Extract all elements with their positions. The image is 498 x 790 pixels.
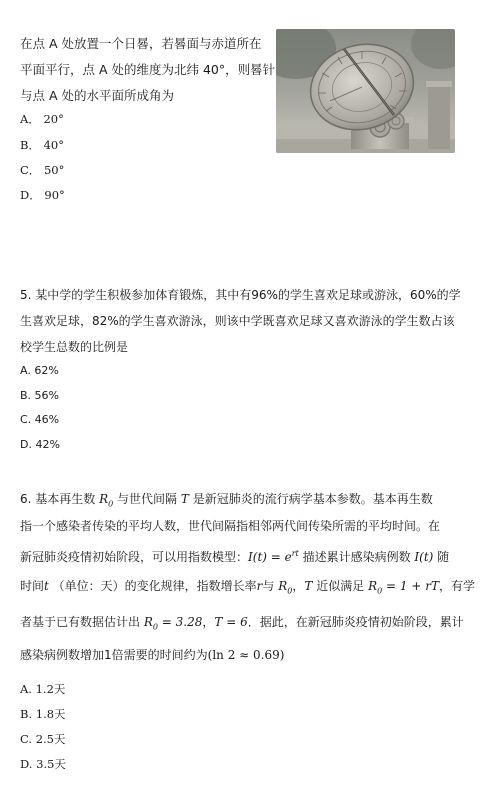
q6-option-b[interactable]: B. 1.8天 — [20, 707, 66, 721]
q4-option-a[interactable]: A． 20° — [20, 112, 64, 126]
q4-line-3: 与点 A 处的水平面所成角为 — [20, 88, 174, 103]
q6-line-2: 指一个感染者传染的平均人数，世代间隔指相邻两代间传染所需的平均时间。在 — [20, 519, 441, 533]
q5-option-a[interactable]: A. 62% — [20, 364, 59, 377]
q4-option-d[interactable]: D． 90° — [20, 188, 65, 202]
math-r0-value: $R_0 = 3.28$ — [143, 615, 203, 632]
q6-line-5: 者基于已有数据估计出 $R_0 = 3.28$，T = 6．据此，在新冠肺炎疫情初始阶段，累计 — [20, 615, 464, 632]
q4-option-b[interactable]: B． 40° — [20, 138, 64, 152]
q6-option-c[interactable]: C. 2.5天 — [20, 732, 66, 746]
q5-line-1: 5. 某中学的学生积极参加体育锻炼，其中有96%的学生喜欢足球或游泳，60%的学 — [20, 288, 461, 302]
math-r0: $R_0$ — [99, 492, 114, 509]
math-relation: $R_0 = 1$ + rT — [368, 579, 439, 596]
math-T-2: T — [304, 579, 313, 593]
q5-option-b[interactable]: B. 56% — [20, 389, 59, 402]
math-T-value: T = 6 — [214, 615, 248, 629]
q4-line-2: 平面平行，点 A 处的维度为北纬 40°，则晷针 — [20, 62, 276, 77]
math-formula-model: $I(t) = e^{rt}$ — [248, 549, 299, 564]
math-it: I(t) — [414, 550, 434, 564]
q5-line-3: 校学生总数的比例是 — [20, 340, 129, 354]
math-ln2: (ln 2 ≈ 0.69) — [207, 648, 285, 662]
math-t-var: t — [44, 579, 49, 593]
q4-option-c[interactable]: C． 50° — [20, 163, 65, 177]
math-t: T — [180, 492, 189, 506]
q6-line-1: 6. 基本再生数 $R_0$ 与世代间隔 T 是新冠肺炎的流行病学基本参数。基本再生数 — [20, 492, 433, 509]
q5-option-d[interactable]: D. 42% — [20, 438, 60, 451]
q6-option-d[interactable]: D. 3.5天 — [20, 757, 66, 771]
math-r: r — [256, 579, 263, 593]
q5-line-2: 生喜欢足球，82%的学生喜欢游泳，则该中学既喜欢足球又喜欢游泳的学生数占该 — [20, 314, 455, 328]
q4-line-1: 在点 A 处放置一个日晷，若晷面与赤道所在 — [20, 36, 262, 51]
q6-line-6: 感染病例数增加1倍需要的时间约为(ln 2 ≈ 0.69) — [20, 648, 285, 662]
q5-option-c[interactable]: C. 46% — [20, 413, 60, 426]
q6-line-3: 新冠肺炎疫情初始阶段，可以用指数模型：$I(t) = e^{rt}$ 描述累计感染病例数 I(t) 随 — [20, 549, 450, 564]
sundial-photo — [276, 29, 455, 153]
q6-option-a[interactable]: A. 1.2天 — [20, 682, 66, 696]
q6-line-4: 时间t （单位：天）的变化规律，指数增长率r与 $R_0$，T 近似满足 $R_0 = 1$ + rT，有学 — [20, 579, 475, 596]
math-r0-2: $R_0$ — [278, 579, 293, 596]
